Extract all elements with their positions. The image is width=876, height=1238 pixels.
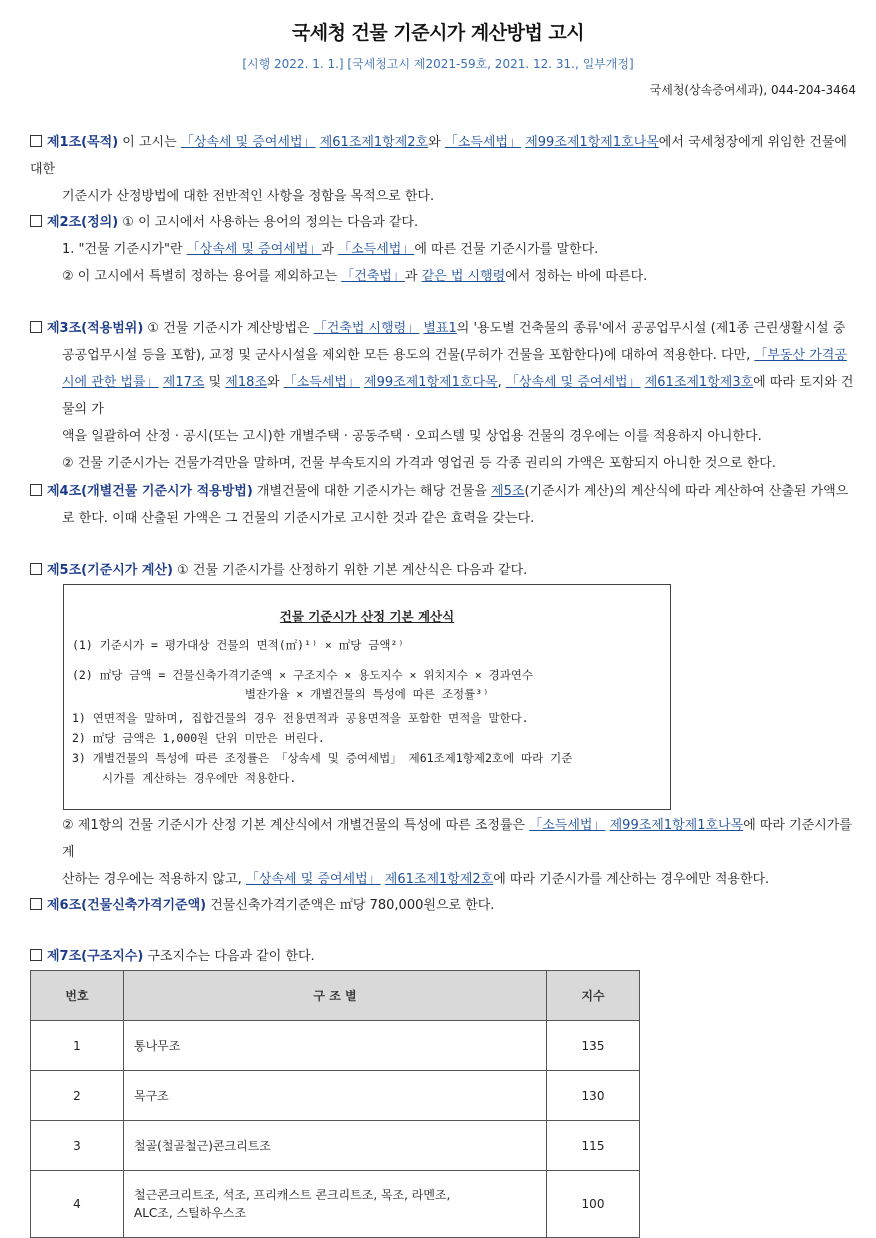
formula-note: 1) 연면적을 말하며, 집합건물의 경우 전용면적과 공용면적을 포함한 면적을 말한다. bbox=[72, 711, 529, 725]
article-link[interactable]: 제18조 bbox=[225, 375, 267, 390]
article-heading: 제2조(정의) bbox=[47, 215, 119, 230]
column-header: 지수 bbox=[547, 971, 640, 1021]
checkbox-icon[interactable] bbox=[30, 135, 42, 147]
article-link[interactable]: 제99조제1항제1호나목 bbox=[525, 135, 659, 150]
article-heading: 제5조(기준시가 계산) bbox=[47, 563, 173, 578]
article-heading: 제1조(목적) bbox=[47, 135, 119, 150]
annex-link[interactable]: 별표1 bbox=[423, 321, 457, 336]
article-5-para-2: ② 제1항의 건물 기준시가 산정 기본 계산식에서 개별건물의 특성에 따른 조정률은 「소득세법」 제99조제1항제1호나목에 따라 기준시가를 계 산하는 경우에는 적용하지 않고, 「상속세 및 증여세법」 제61조제1항제2호에 따라 기준시가를 계산하는 경우에만 적용한다. bbox=[62, 818, 852, 887]
law-link[interactable]: 「건축법」 bbox=[341, 269, 405, 284]
article-3: 제3조(적용범위) ① 건물 기준시가 계산방법은 「건축법 시행령」 별표1의 '용도별 건축물의 종류'에서 공공업무시설 (제1종 근린생활시설 중 공공업무시설 등을 포함), 교정 및 군사시설을 제외한 모든 용도의 건물(무허가 건물을 포함한다)에 대하여 적용한다. 다만, 「부동산 가격공 시에 관한 법률」 제17조 및 제18조와 「소득세법」 제99조제1항제1호다목, 「상속세 및 증여세법」 제61조제1항제3호에 따라 토지와 건물의 가 액을 일괄하여 산정 · 공시(또는 고시)한 개별주택 · 공동주택 · 오피스텔 및 상업용 건물의 경우에는 이를 적용하지 아니한다. ② 건물 기준시가는 건물가격만을 말하며, 건물 부속토지의 가격과 영업권 등 각종 권리의 가액은 포함되지 아니한 것으로 한다. bbox=[30, 315, 860, 477]
article-link[interactable]: 제61조제1항제3호 bbox=[644, 375, 754, 390]
checkbox-icon[interactable] bbox=[30, 563, 42, 575]
law-link[interactable]: 「소득세법」 bbox=[529, 818, 606, 833]
article-heading: 제6조(건물신축가격기준액) bbox=[47, 898, 207, 913]
column-header: 구 조 별 bbox=[124, 971, 547, 1021]
formula-note: 2) ㎡당 금액은 1,000원 단위 미만은 버린다. bbox=[72, 731, 325, 745]
department-contact: 국세청(상속증여세과), 044-204-3464 bbox=[649, 83, 856, 97]
column-header: 번호 bbox=[31, 971, 124, 1021]
formula-line: 별잔가율 × 개별건물의 특성에 따른 조정률³⁾ bbox=[244, 687, 490, 701]
page-title: 국세청 건물 기준시가 계산방법 고시 bbox=[291, 22, 585, 44]
law-link[interactable]: 「건축법 시행령」 bbox=[313, 321, 420, 336]
law-link[interactable]: 「상속세 및 증여세법」 bbox=[180, 135, 316, 150]
law-link[interactable]: 「상속세 및 증여세법」 bbox=[186, 242, 322, 257]
article-6: 제6조(건물신축가격기준액) 건물신축가격기준액은 ㎡당 780,000원으로 한다. bbox=[30, 892, 860, 919]
law-link[interactable]: 「상속세 및 증여세법」 bbox=[245, 872, 381, 887]
table-row: 4 철근콘크리트조, 석조, 프리캐스트 콘크리트조, 목조, 라멘조, ALC조, 스틸하우스조 100 bbox=[31, 1171, 640, 1238]
article-heading: 제3조(적용범위) bbox=[47, 321, 144, 336]
law-link[interactable]: 「소득세법」 bbox=[283, 375, 360, 390]
formula-note: 3) 개별건물의 특성에 따른 조정률은 「상속세 및 증여세법」 제61조제1항제2호에 따라 기준 bbox=[72, 751, 573, 765]
law-link[interactable]: 「소득세법」 bbox=[444, 135, 522, 150]
table-row: 1 통나무조 135 bbox=[31, 1021, 640, 1071]
article-4: 제4조(개별건물 기준시가 적용방법) 개별건물에 대한 기준시가는 해당 건물을 제5조(기준시가 계산)의 계산식에 따라 계산하여 산출된 가액으 로 한다. 이때 산출된 가액은 그 건물의 기준시가로 고시한 것과 같은 효력을 갖는다. bbox=[30, 478, 860, 532]
article-link[interactable]: 제61조제1항제2호 bbox=[319, 135, 429, 150]
article-2: 제2조(정의) ① 이 고시에서 사용하는 용어의 정의는 다음과 같다. 1. "건물 기준시가"란 「상속세 및 증여세법」과 「소득세법」에 따른 건물 기준시가를 말한다. ② 이 고시에서 특별히 정하는 용어를 제외하고는 「건축법」과 같은 법 시행령에서 정하는 바에 따른다. bbox=[30, 209, 860, 290]
article-link[interactable]: 제99조제1항제1호다목 bbox=[364, 375, 498, 390]
law-link[interactable]: 시에 관한 법률」 bbox=[62, 375, 159, 390]
structure-index-table bbox=[30, 970, 640, 1238]
article-7: 제7조(구조지수) 구조지수는 다음과 같이 한다. bbox=[30, 943, 860, 970]
checkbox-icon[interactable] bbox=[30, 484, 42, 496]
formula-line: (2) ㎡당 금액 = 건물신축가격기준액 × 구조지수 × 용도지수 × 위치지수 × 경과연수 bbox=[72, 668, 534, 682]
checkbox-icon[interactable] bbox=[30, 949, 42, 961]
law-link[interactable]: 「소득세법」 bbox=[338, 242, 415, 257]
checkbox-icon[interactable] bbox=[30, 321, 42, 333]
formula-box bbox=[63, 584, 671, 810]
law-link[interactable]: 같은 법 시행령 bbox=[421, 269, 506, 284]
article-heading: 제4조(개별건물 기준시가 적용방법) bbox=[47, 484, 253, 499]
checkbox-icon[interactable] bbox=[30, 215, 42, 227]
enforcement-info[interactable]: [시행 2022. 1. 1.] [국세청고시 제2021-59호, 2021. 12. 31., 일부개정] bbox=[242, 57, 634, 71]
formula-line: (1) 기준시가 = 평가대상 건물의 면적(㎡)¹⁾ × ㎡당 금액²⁾ bbox=[72, 638, 405, 652]
article-link[interactable]: 제17조 bbox=[162, 375, 205, 390]
article-5: 제5조(기준시가 계산) ① 건물 기준시가를 산정하기 위한 기본 계산식은 다음과 같다. bbox=[30, 557, 860, 584]
table-row: 3 철골(철골철근)콘크리트조 115 bbox=[31, 1121, 640, 1171]
formula-note: 시가를 계산하는 경우에만 적용한다. bbox=[102, 771, 297, 785]
article-link[interactable]: 제5조 bbox=[491, 484, 525, 499]
article-link[interactable]: 제61조제1항제2호 bbox=[384, 872, 494, 887]
article-link[interactable]: 제99조제1항제1호나목 bbox=[609, 818, 744, 833]
law-link[interactable]: 「상속세 및 증여세법」 bbox=[505, 375, 641, 390]
checkbox-icon[interactable] bbox=[30, 898, 42, 910]
article-1: 제1조(목적) 이 고시는 「상속세 및 증여세법」 제61조제1항제2호와 「소득세법」 제99조제1항제1호나목에서 국세청장에게 위임한 건물에 대한 기준시가 산정방법에 대한 전반적인 사항을 정함을 목적으로 한다. bbox=[30, 135, 847, 204]
law-link[interactable]: 「부동산 가격공 bbox=[754, 348, 847, 363]
table-row: 2 목구조 130 bbox=[31, 1071, 640, 1121]
formula-title: 건물 기준시가 산정 기본 계산식 bbox=[279, 609, 455, 624]
article-heading: 제7조(구조지수) bbox=[47, 949, 144, 964]
